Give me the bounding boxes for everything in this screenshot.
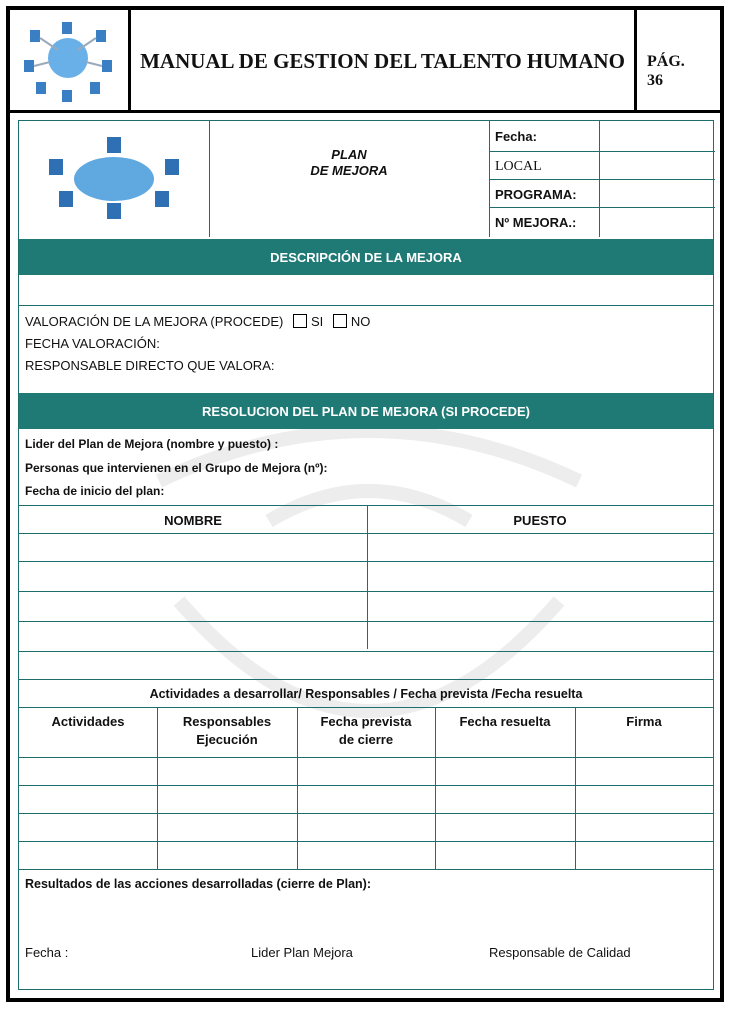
- personas-label: Personas que intervienen en el Grupo de Mejora (nº):: [25, 461, 328, 475]
- activity-col-fecha-resuelta: Fecha resuelta: [459, 714, 551, 729]
- local-field-label: LOCAL: [495, 159, 542, 174]
- section-resolution-bar: RESOLUCION DEL PLAN DE MEJORA (SI PROCEDE): [19, 393, 713, 429]
- activities-title: Actividades a desarrollar/ Responsables / Fecha prevista /Fecha resuelta: [149, 687, 583, 701]
- valoracion-row: [25, 314, 370, 329]
- header-logo: [10, 10, 131, 112]
- team-col-nombre: NOMBRE: [164, 513, 222, 528]
- page-number: 36: [647, 72, 663, 89]
- activity-col-firma: Firma: [626, 714, 662, 729]
- responsable-valora-label: RESPONSABLE DIRECTO QUE VALORA:: [25, 358, 275, 373]
- resultados-label: Resultados de las acciones desarrolladas (cierre de Plan):: [25, 877, 371, 891]
- document-title: MANUAL DE GESTION DEL TALENTO HUMANO: [140, 48, 625, 73]
- footer-lider-label: Lider Plan Mejora: [251, 945, 353, 960]
- plan-title: [209, 147, 489, 179]
- si-checkbox[interactable]: [293, 314, 307, 328]
- page-number-box: [634, 10, 720, 112]
- programa-field-label: PROGRAMA:: [495, 187, 577, 202]
- lider-label: Lider del Plan de Mejora (nombre y puesto) :: [25, 437, 279, 451]
- footer-responsable-label: Responsable de Calidad: [489, 945, 631, 960]
- activity-col-actividades: Actividades: [51, 714, 125, 729]
- document-header: [10, 10, 728, 114]
- fecha-inicio-label: Fecha de inicio del plan:: [25, 484, 165, 498]
- no-checkbox[interactable]: [333, 314, 347, 328]
- footer-fecha-label: Fecha :: [25, 945, 69, 960]
- no-label: NO: [350, 314, 371, 329]
- page-label: PÁG.: [647, 53, 685, 70]
- plan-title-line1: PLAN: [331, 147, 367, 162]
- fecha-field-label: Fecha:: [495, 129, 537, 144]
- header-divider: [10, 110, 724, 113]
- activity-col-fecha-prevista: Fecha prevista de cierre: [320, 714, 412, 747]
- plan-title-line2: DE MEJORA: [310, 163, 388, 178]
- improvement-plan-form: [18, 120, 714, 990]
- team-col-puesto: PUESTO: [513, 513, 567, 528]
- valoracion-label: VALORACIÓN DE LA MEJORA (PROCEDE): [25, 314, 284, 329]
- mejora-number-label: Nº MEJORA.:: [495, 215, 577, 230]
- form-logo: [29, 129, 199, 230]
- si-label: SI: [311, 314, 324, 329]
- fecha-valoracion-label: FECHA VALORACIÓN:: [25, 336, 160, 351]
- activity-col-responsables: Responsables Ejecución: [182, 714, 272, 747]
- section-description-bar: DESCRIPCIÓN DE LA MEJORA: [19, 239, 713, 275]
